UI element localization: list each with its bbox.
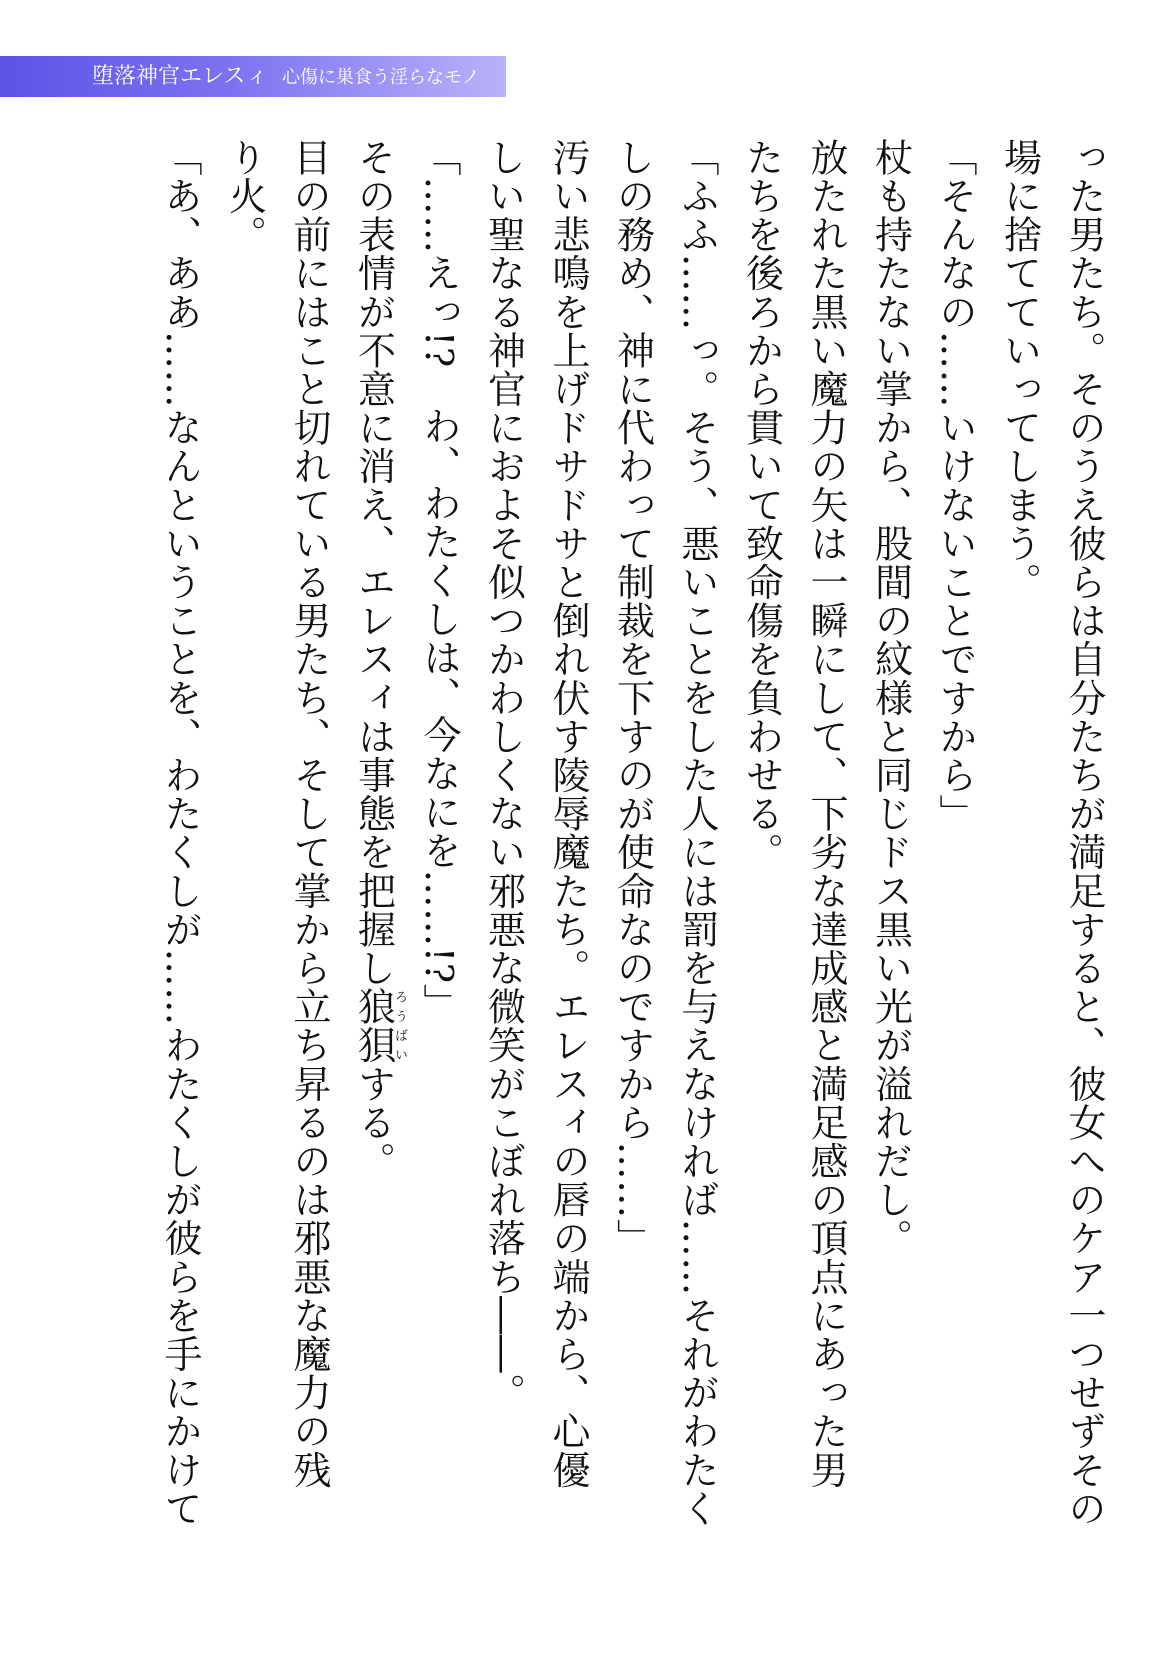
text-line-12-part-b: する。 — [351, 1064, 396, 1181]
ruby-reading: ろうばい — [392, 987, 407, 1065]
text-line-11: 「……えっ!? わ、わたくしは、今なにを……!?」 — [417, 138, 461, 1023]
ruby-base: 狼狽 — [351, 987, 396, 1065]
text-line-10: しい聖なる神官におよそ似つかわしくない邪悪な微笑がこぼれ落ち――。 — [481, 138, 526, 1412]
chapter-header-band — [0, 56, 506, 97]
text-line-7: 「ふふ……っ。そう、悪いことをした人には罰を与えなければ……それがわたく — [675, 138, 719, 1528]
vertical-body-text — [116, 138, 1116, 1628]
text-line-5: 放たれた黒い魔力の矢は一瞬にして、下劣な達成感と満足感の頂点にあった男 — [804, 138, 848, 1489]
text-line-15: 「あ、ああ……なんということを、わたくしが……わたくしが彼らを手にかけて — [158, 138, 202, 1528]
text-line-1: った男たち。そのうえ彼らは自分たちが満足すると、彼女へのケア一つせずその — [1062, 138, 1106, 1528]
book-title-text: 堕落神官エレスィ — [92, 64, 269, 89]
text-line-6: たちを後ろから貫いて致命傷を負わせる。 — [739, 138, 784, 872]
text-line-2: 場に捨てていってしまう。 — [997, 138, 1042, 602]
ruby-word — [351, 987, 407, 1065]
book-subtitle: 心傷に巣食う淫らなモノ — [282, 67, 480, 88]
text-line-12 — [341, 138, 407, 1628]
text-line-9: 汚い悲鳴を上げドサドサと倒れ伏す陵辱魔たち。エレスィの唇の端から、心優 — [546, 138, 590, 1489]
text-line-8: しの務め、神に代わって制裁を下すのが使命なのですから……」 — [610, 138, 655, 1258]
text-line-13: 目の前にはこと切れている男たち、そして掌から立ち昇るのは邪悪な魔力の残 — [287, 138, 331, 1489]
text-line-12-part-a: その表情が不意に消え、エレスィは事態を把握し — [351, 138, 396, 988]
book-title — [92, 62, 480, 92]
text-line-3: 「そんなの……いけないことですから」 — [933, 138, 977, 833]
text-line-4: 杖も持たない掌から、股間の紋様と同じドス黒い光が溢れだし。 — [868, 138, 913, 1258]
text-line-14: り火。 — [222, 138, 267, 254]
